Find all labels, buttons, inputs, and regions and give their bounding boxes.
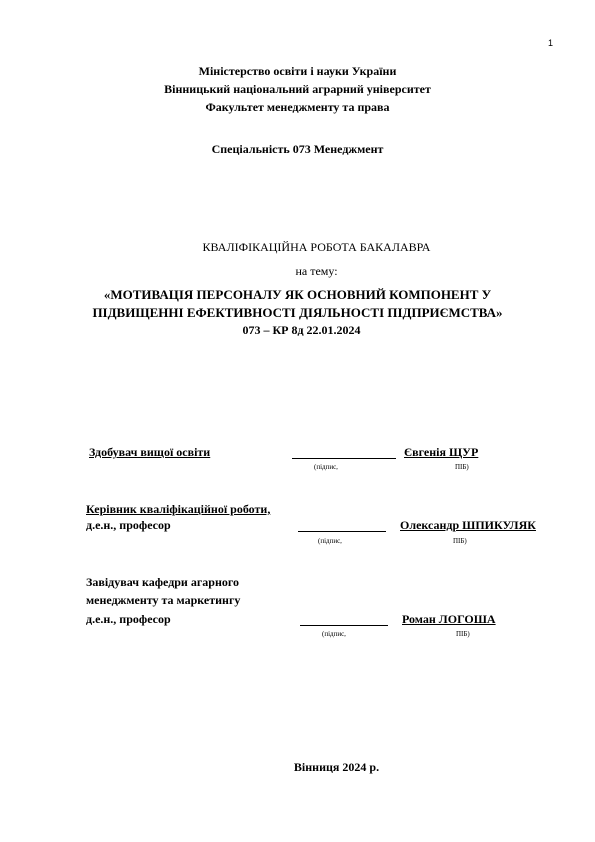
supervisor-role: Керівник кваліфікаційної роботи, [86, 502, 271, 516]
work-type: КВАЛІФІКАЦІЙНА РОБОТА БАКАЛАВРА [202, 240, 431, 254]
faculty-name: Факультет менеджменту та права [205, 100, 390, 114]
student-caption-sign: (підпис, [314, 463, 338, 471]
head-signature-line [300, 625, 388, 626]
head-name: Роман ЛОГОША [402, 612, 496, 626]
supervisor-degree: д.е.н., професор [86, 518, 171, 532]
head-degree: д.е.н., професор [86, 612, 171, 626]
head-caption-sign: (підпис, [322, 630, 346, 638]
head-role-line-2: менеджменту та маркетингу [86, 593, 241, 607]
on-topic-label: на тему: [295, 264, 338, 278]
head-role-line-1: Завідувач кафедри агарного [86, 575, 240, 589]
supervisor-caption-pib: ПІБ) [453, 537, 467, 545]
ministry-name: Міністерство освіти і науки України [198, 64, 397, 78]
student-caption-pib: ПІБ) [455, 463, 469, 471]
supervisor-signature-line [298, 531, 386, 532]
work-code: 073 – КР 8д 22.01.2024 [242, 323, 361, 337]
page-number: 1 [548, 38, 554, 48]
university-name: Вінницький національний аграрний університет [164, 82, 431, 96]
supervisor-caption-sign: (підпис, [318, 537, 342, 545]
student-signature-line [292, 458, 396, 459]
thesis-title-line-1: «МОТИВАЦІЯ ПЕРСОНАЛУ ЯК ОСНОВНИЙ КОМПОНЕНТ У [103, 287, 492, 302]
head-caption-pib: ПІБ) [456, 630, 470, 638]
city-year: Вінниця 2024 р. [293, 760, 380, 774]
thesis-title-line-2: ПІДВИЩЕННІ ЕФЕКТИВНОСТІ ДІЯЛЬНОСТІ ПІДПРИЄМСТВА» [92, 305, 503, 320]
student-name: Євгенія ЩУР [404, 445, 479, 459]
student-role: Здобувач вищої освіти [89, 445, 211, 459]
specialty: Спеціальність 073 Менеджмент [211, 142, 384, 156]
supervisor-name: Олександр ШПИКУЛЯК [400, 518, 536, 532]
